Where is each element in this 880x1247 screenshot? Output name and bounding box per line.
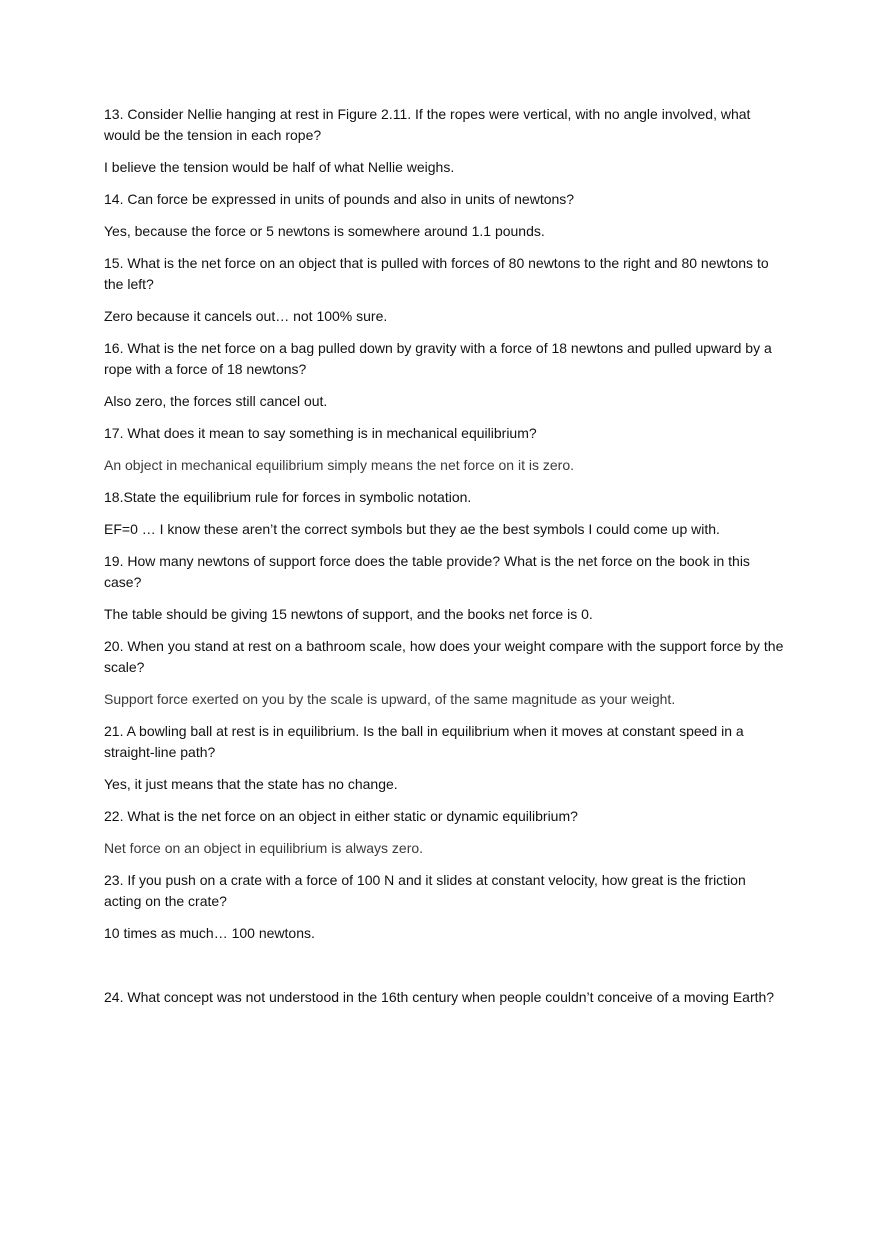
blank-line xyxy=(104,955,784,987)
answer-15: Zero because it cancels out… not 100% sure. xyxy=(104,308,388,324)
answer-17: An object in mechanical equilibrium simply means the net force on it is zero. xyxy=(104,457,574,473)
question-23: 23. If you push on a crate with a force of 100 N and it slides at constant velocity, how great is the friction acting on the crate? xyxy=(104,872,746,909)
answer-16: Also zero, the forces still cancel out. xyxy=(104,393,328,409)
question-19: 19. How many newtons of support force does the table provide? What is the net force on the book in this case? xyxy=(104,553,750,590)
answer-18: EF=0 … I know these aren’t the correct symbols but they ae the best symbols I could come up with. xyxy=(104,521,720,537)
question-24: 24. What concept was not understood in the 16th century when people couldn’t conceive of a moving Earth? xyxy=(104,989,775,1005)
answer-13: I believe the tension would be half of what Nellie weighs. xyxy=(104,159,455,175)
document-body xyxy=(104,104,784,1019)
answer-21: Yes, it just means that the state has no change. xyxy=(104,776,398,792)
question-16: 16. What is the net force on a bag pulled down by gravity with a force of 18 newtons and pulled upward by a rope with a force of 18 newtons? xyxy=(104,340,772,377)
question-18: 18.State the equilibrium rule for forces in symbolic notation. xyxy=(104,489,472,505)
answer-19: The table should be giving 15 newtons of support, and the books net force is 0. xyxy=(104,606,593,622)
question-22: 22. What is the net force on an object in either static or dynamic equilibrium? xyxy=(104,808,578,824)
question-15: 15. What is the net force on an object that is pulled with forces of 80 newtons to the right and 80 newtons to the left? xyxy=(104,255,769,292)
question-17: 17. What does it mean to say something is in mechanical equilibrium? xyxy=(104,425,537,441)
answer-20: Support force exerted on you by the scale is upward, of the same magnitude as your weight. xyxy=(104,691,676,707)
question-13: 13. Consider Nellie hanging at rest in Figure 2.11. If the ropes were vertical, with no angle involved, what would be the tension in each rope? xyxy=(104,106,751,143)
answer-22: Net force on an object in equilibrium is always zero. xyxy=(104,840,424,856)
question-14: 14. Can force be expressed in units of pounds and also in units of newtons? xyxy=(104,191,575,207)
question-20: 20. When you stand at rest on a bathroom scale, how does your weight compare with the support force by the scale? xyxy=(104,638,784,675)
answer-23: 10 times as much… 100 newtons. xyxy=(104,925,315,941)
answer-14: Yes, because the force or 5 newtons is somewhere around 1.1 pounds. xyxy=(104,223,545,239)
question-21: 21. A bowling ball at rest is in equilibrium. Is the ball in equilibrium when it moves at constant speed in a straight-line path? xyxy=(104,723,744,760)
